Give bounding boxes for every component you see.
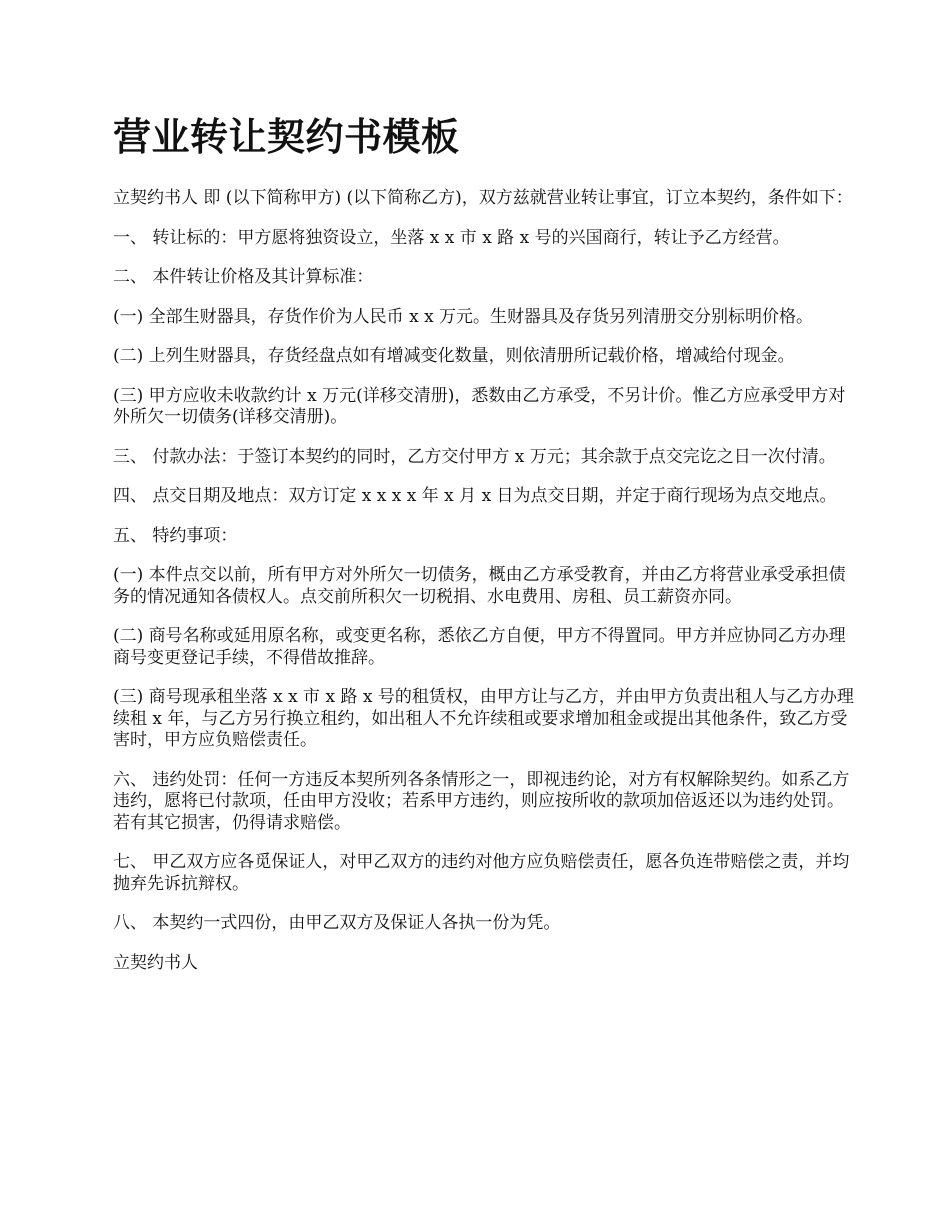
paragraph-clause-2-item-2: (二) 上列生财器具，存货经盘点如有增减变化数量，则依清册所记载价格，增减给付现金。 [113, 346, 795, 366]
paragraph-clause-7: 七、 甲乙双方应各觅保证人，对甲乙双方的违约对他方应负赔偿责任，愿各负连带赔偿之责，并均抛弃先诉抗辩权。 [113, 852, 850, 894]
paragraph-clause-4: 四、 点交日期及地点：双方订定 x x x x 年 x 月 x 日为点交日期，并定于商行现场为点交地点。 [113, 486, 837, 506]
paragraph-clause-8: 八、 本契约一式四份，由甲乙双方及保证人各执一份为凭。 [113, 913, 561, 933]
paragraph-clause-2: 二、 本件转让价格及其计算标准： [113, 267, 374, 287]
paragraph-clause-6: 六、 违约处罚：任何一方违反本契所列各条情形之一，即视违约论，对方有权解除契约。如系乙方违约，愿将已付款项，任由甲方没收；若系甲方违约，则应按所收的款项加倍返还以为违约处罚。若有其它损害，仍得请求赔偿。 [113, 769, 850, 833]
paragraph-clause-5-item-2: (二) 商号名称或延用原名称，或变更名称，悉依乙方自便，甲方不得置同。甲方并应协同乙方办理商号变更登记手续，不得借故推辞。 [113, 626, 846, 668]
paragraph-signature: 立契约书人 [113, 952, 198, 973]
document-title: 营业转让契约书模板 [113, 115, 460, 159]
document-page [113, 112, 858, 992]
paragraph-clause-3: 三、 付款办法：于签订本契约的同时，乙方交付甲方 x 万元；其余款于点交完讫之日一次付清。 [113, 446, 836, 467]
paragraph-clause-1: 一、 转让标的：甲方愿将独资设立，坐落 x x 市 x 路 x 号的兴国商行，转让予乙方经营。 [113, 227, 790, 248]
paragraph-clause-5-item-3: (三) 商号现承租坐落 x x 市 x 路 x 号的租赁权，由甲方让与乙方，并由甲方负责出租人与乙方办理续租 x 年，与乙方另行换立租约，如出租人不允许续租或要求增加租金或提出其他条件，致乙方受害时，甲方应负赔偿责任。 [113, 687, 854, 750]
paragraph-preamble: 立契约书人 即 (以下简称甲方) (以下简称乙方)，双方兹就营业转让事宜，订立本契约，条件如下： [113, 188, 853, 208]
paragraph-clause-2-item-3: (三) 甲方应收未收款约计 x 万元(详移交清册)，悉数由乙方承受，不另计价。惟乙方应承受甲方对外所欠一切债务(详移交清册)。 [113, 385, 846, 427]
paragraph-clause-5-item-1: (一) 本件点交以前，所有甲方对外所欠一切债务，概由乙方承受教育，并由乙方将营业承受承担债务的情况通知各债权人。点交前所积欠一切税捐、水电费用、房租、员工薪资亦同。 [113, 565, 846, 607]
paragraph-clause-2-item-1: (一) 全部生财器具，存货作价为人民币 x x 万元。生财器具及存货另列清册交分别标明价格。 [113, 306, 814, 327]
paragraph-clause-5: 五、 特约事项： [113, 525, 238, 546]
